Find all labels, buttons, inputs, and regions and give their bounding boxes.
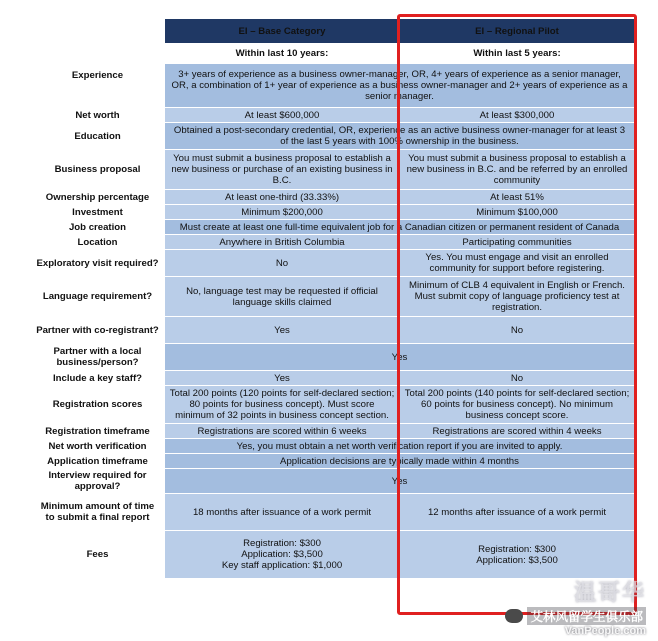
table-row xyxy=(31,235,635,250)
row-label: Ownership percentage xyxy=(31,190,165,205)
table-row xyxy=(31,250,635,277)
row-label: Fees xyxy=(31,531,165,579)
watermark-url: VanPeople.com xyxy=(564,625,646,637)
base-value: Total 200 points (120 points for self-declared section; 80 points for business concept). Must score minimum of 32 points in business concept section. xyxy=(165,386,400,424)
table-row xyxy=(31,439,635,454)
table-row xyxy=(31,108,635,123)
row-label: Experience xyxy=(31,44,165,108)
column-header-base: EI – Base Category xyxy=(165,19,400,44)
shared-value: Application decisions are typically made within 4 months xyxy=(165,454,635,469)
shared-value: Yes xyxy=(165,469,635,494)
row-label: Interview required for approval? xyxy=(31,469,165,494)
row-label: Net worth verification xyxy=(31,439,165,454)
row-label: Investment xyxy=(31,205,165,220)
pilot-value: Total 200 points (140 points for self-declared section; 60 points for business concept). No minimum business concept score. xyxy=(400,386,635,424)
base-value: Yes xyxy=(165,371,400,386)
table-row xyxy=(31,220,635,235)
row-label: Minimum amount of time to submit a final report xyxy=(31,494,165,531)
table-row xyxy=(31,454,635,469)
base-value: Registrations are scored within 6 weeks xyxy=(165,424,400,439)
pilot-value: At least $300,000 xyxy=(400,108,635,123)
shared-value: Yes, you must obtain a net worth verification report if you are invited to apply. xyxy=(165,439,635,454)
row-label: Education xyxy=(31,123,165,150)
table-row xyxy=(31,277,635,317)
base-value: 18 months after issuance of a work permit xyxy=(165,494,400,531)
table-row xyxy=(31,469,635,494)
shared-value: Obtained a post-secondary credential, OR, experience as an active business owner-manager for at least 3 of the last 5 years with 100% ownership in the business. xyxy=(165,123,635,150)
base-value: No xyxy=(165,250,400,277)
table-row xyxy=(31,123,635,150)
row-label: Registration timeframe xyxy=(31,424,165,439)
pilot-value: Yes. You must engage and visit an enrolled community for support before registering. xyxy=(400,250,635,277)
row-label: Partner with co-registrant? xyxy=(31,317,165,344)
header-corner xyxy=(31,19,165,44)
table-row xyxy=(31,190,635,205)
row-label: Location xyxy=(31,235,165,250)
row-label: Exploratory visit required? xyxy=(31,250,165,277)
watermark xyxy=(505,576,646,637)
pilot-value: Registration: $300 Application: $3,500 xyxy=(400,531,635,579)
base-value: Yes xyxy=(165,317,400,344)
pilot-value: Participating communities xyxy=(400,235,635,250)
table-row xyxy=(31,424,635,439)
watermark-subtitle: 艾林风留学生俱乐部 xyxy=(527,607,646,625)
row-label: Business proposal xyxy=(31,150,165,190)
base-value: Anywhere in British Columbia xyxy=(165,235,400,250)
base-value: You must submit a business proposal to establish a new business or purchase of an existing business in B.C. xyxy=(165,150,400,190)
pilot-value: Minimum of CLB 4 equivalent in English or French. Must submit copy of language proficiency test at registration. xyxy=(400,277,635,317)
table-row xyxy=(31,317,635,344)
pilot-value: Within last 5 years: xyxy=(400,44,635,64)
shared-value: Yes xyxy=(165,344,635,371)
pilot-value: You must submit a business proposal to establish a new business in B.C. and be referred by an enrolled community xyxy=(400,150,635,190)
row-label: Application timeframe xyxy=(31,454,165,469)
header-row xyxy=(31,19,635,44)
table-row xyxy=(31,150,635,190)
pilot-value: Registrations are scored within 4 weeks xyxy=(400,424,635,439)
row-label: Language requirement? xyxy=(31,277,165,317)
pilot-value: No xyxy=(400,371,635,386)
table-row xyxy=(31,531,635,579)
row-label: Registration scores xyxy=(31,386,165,424)
shared-value: Must create at least one full-time equivalent job for a Canadian citizen or permanent resident of Canada xyxy=(165,220,635,235)
pilot-value: 12 months after issuance of a work permit xyxy=(400,494,635,531)
table-body xyxy=(31,44,635,579)
watermark-title: 温哥华 xyxy=(573,580,646,605)
table-row xyxy=(31,344,635,371)
table-row xyxy=(31,386,635,424)
base-value: Registration: $300 Application: $3,500 Key staff application: $1,000 xyxy=(165,531,400,579)
row-label: Net worth xyxy=(31,108,165,123)
row-label: Job creation xyxy=(31,220,165,235)
table-row xyxy=(31,44,635,64)
row-label: Include a key staff? xyxy=(31,371,165,386)
row-label: Partner with a local business/person? xyxy=(31,344,165,371)
table-row xyxy=(31,205,635,220)
base-value: At least $600,000 xyxy=(165,108,400,123)
comparison-table xyxy=(30,18,635,579)
base-value: Within last 10 years: xyxy=(165,44,400,64)
table-row xyxy=(31,371,635,386)
wechat-icon xyxy=(505,609,523,623)
table-row xyxy=(31,494,635,531)
base-value: No, language test may be requested if official language skills claimed xyxy=(165,277,400,317)
base-value: At least one-third (33.33%) xyxy=(165,190,400,205)
pilot-value: Minimum $100,000 xyxy=(400,205,635,220)
shared-value: 3+ years of experience as a business owner-manager, OR, 4+ years of experience as a senior manager, OR, a combination of 1+ year of experience as a business owner-manager and 2+ years of experience as a senior manager. xyxy=(165,64,635,108)
pilot-value: At least 51% xyxy=(400,190,635,205)
column-header-pilot: EI – Regional Pilot xyxy=(400,19,635,44)
watermark-row xyxy=(505,607,646,625)
base-value: Minimum $200,000 xyxy=(165,205,400,220)
pilot-value: No xyxy=(400,317,635,344)
